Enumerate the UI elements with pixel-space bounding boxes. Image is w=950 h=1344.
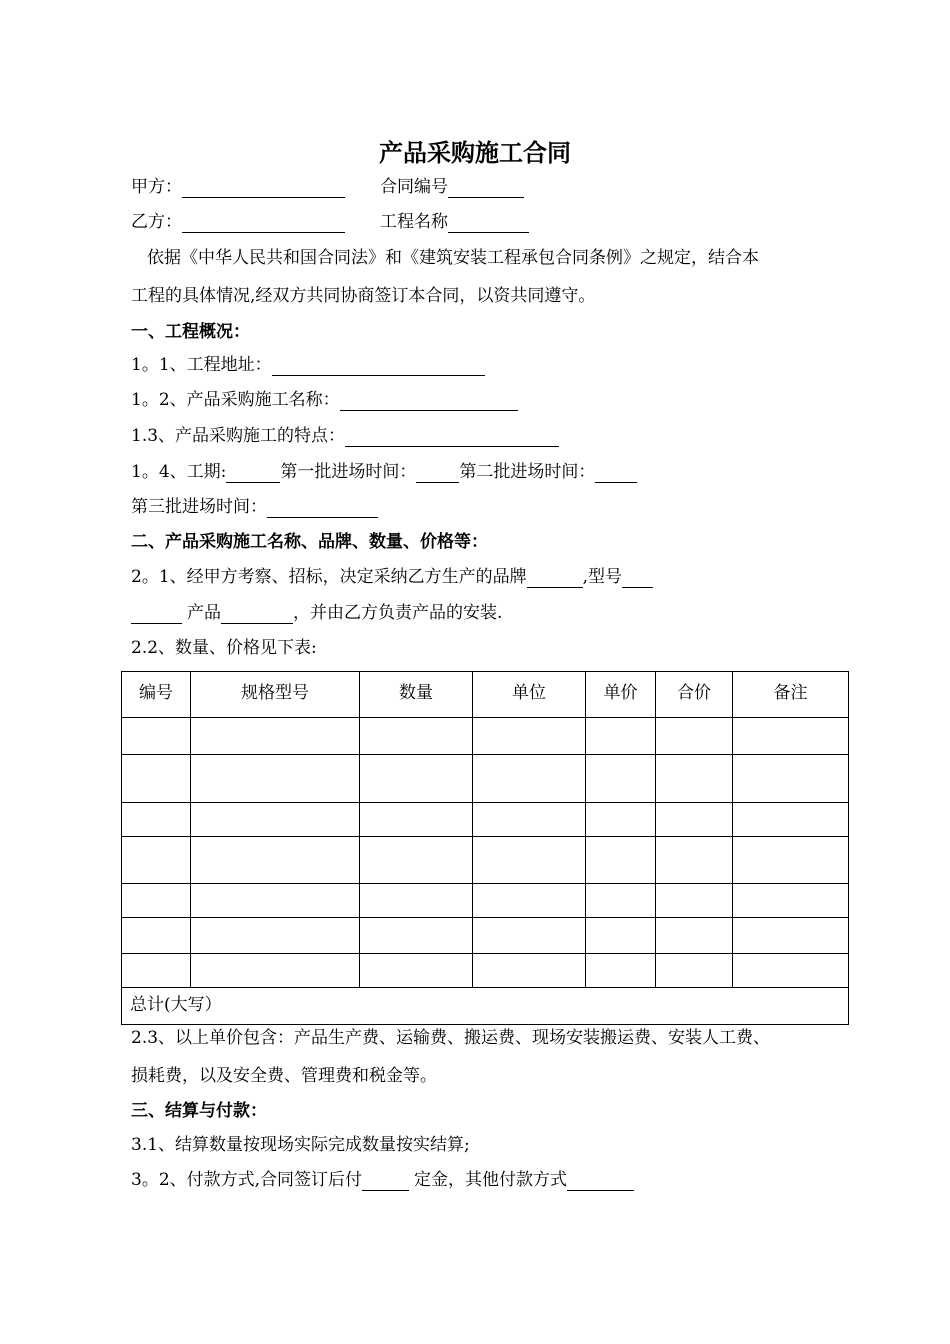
table-cell[interactable] bbox=[656, 837, 733, 884]
other-payment-label: 定金，其他付款方式 bbox=[414, 1170, 568, 1190]
table-row bbox=[122, 718, 849, 755]
first-batch-blank bbox=[416, 464, 459, 483]
col-header-no: 编号 bbox=[122, 672, 191, 718]
table-cell[interactable] bbox=[360, 884, 473, 918]
col-header-unit: 单位 bbox=[473, 672, 586, 718]
third-batch-row bbox=[131, 496, 378, 518]
deposit-blank bbox=[362, 1172, 409, 1191]
col-header-spec: 规格型号 bbox=[191, 672, 360, 718]
table-cell[interactable] bbox=[473, 954, 586, 988]
third-batch-blank bbox=[267, 499, 378, 518]
item-1-3 bbox=[131, 425, 559, 447]
preamble-line-1: 依据《中华人民共和国合同法》和《建筑安装工程承包合同条例》之规定，结合本 bbox=[147, 248, 759, 268]
item-1-1-label: 1。1、工程地址： bbox=[131, 355, 272, 375]
item-2-3-line-1: 2.3、以上单价包含：产品生产费、运输费、搬运费、现场安装搬运费、安装人工费、 bbox=[131, 1028, 771, 1048]
table-cell[interactable] bbox=[733, 884, 849, 918]
table-total-row bbox=[122, 988, 849, 1025]
item-1-1 bbox=[131, 354, 485, 376]
preamble-line-2: 工程的具体情况,经双方共同协商签订本合同，以资共同遵守。 bbox=[131, 286, 596, 306]
product-label: 产品 bbox=[187, 603, 221, 623]
table-cell[interactable] bbox=[122, 954, 191, 988]
table-cell[interactable] bbox=[586, 837, 656, 884]
table-cell[interactable] bbox=[586, 918, 656, 954]
item-1-3-label: 1.3、产品采购施工的特点： bbox=[131, 426, 346, 446]
table-row bbox=[122, 837, 849, 884]
table-cell[interactable] bbox=[586, 954, 656, 988]
table-cell[interactable] bbox=[473, 803, 586, 837]
table-cell[interactable] bbox=[360, 803, 473, 837]
table-cell[interactable] bbox=[656, 918, 733, 954]
item-2-3-line-2: 损耗费，以及安全费、管理费和税金等。 bbox=[131, 1066, 437, 1086]
table-cell[interactable] bbox=[586, 755, 656, 803]
product-blank bbox=[221, 605, 293, 624]
table-cell[interactable] bbox=[733, 954, 849, 988]
table-cell[interactable] bbox=[586, 803, 656, 837]
table-cell[interactable] bbox=[360, 837, 473, 884]
table-cell[interactable] bbox=[733, 718, 849, 755]
price-table bbox=[121, 671, 849, 1025]
features-blank bbox=[345, 428, 559, 447]
table-cell[interactable] bbox=[586, 884, 656, 918]
table-row bbox=[122, 918, 849, 954]
model-blank bbox=[622, 569, 653, 588]
section2-heading: 二、产品采购施工名称、品牌、数量、价格等： bbox=[131, 532, 488, 552]
contract-no-label: 合同编号 bbox=[380, 177, 448, 197]
table-cell[interactable] bbox=[191, 837, 360, 884]
period-label: 1。4、工期: bbox=[131, 462, 227, 482]
item-1-2 bbox=[131, 389, 518, 411]
col-header-unit-price: 单价 bbox=[586, 672, 656, 718]
party-a-row bbox=[131, 176, 524, 198]
table-cell[interactable] bbox=[473, 884, 586, 918]
install-text: ，并由乙方负责产品的安装. bbox=[293, 603, 503, 623]
table-cell[interactable] bbox=[122, 755, 191, 803]
item-2-1-label: 2。1、经甲方考察、招标，决定采纳乙方生产的品牌 bbox=[131, 567, 527, 587]
table-cell[interactable] bbox=[733, 755, 849, 803]
project-name-blank bbox=[448, 214, 529, 233]
item-3-1: 3.1、结算数量按现场实际完成数量按实结算; bbox=[131, 1135, 470, 1155]
table-cell[interactable] bbox=[122, 837, 191, 884]
table-cell[interactable] bbox=[191, 803, 360, 837]
table-row bbox=[122, 954, 849, 988]
period-blank bbox=[226, 464, 280, 483]
table-cell[interactable] bbox=[733, 837, 849, 884]
project-name-label: 工程名称 bbox=[380, 212, 448, 232]
table-cell[interactable] bbox=[191, 718, 360, 755]
table-cell[interactable] bbox=[122, 918, 191, 954]
table-header-row bbox=[122, 672, 849, 718]
table-cell[interactable] bbox=[473, 755, 586, 803]
table-cell[interactable] bbox=[191, 755, 360, 803]
item-3-2 bbox=[131, 1169, 634, 1191]
address-blank bbox=[272, 357, 485, 376]
first-batch-label: 第一批进场时间： bbox=[280, 462, 417, 482]
name-blank bbox=[340, 392, 518, 411]
table-cell[interactable] bbox=[473, 918, 586, 954]
table-cell[interactable] bbox=[122, 803, 191, 837]
table-cell[interactable] bbox=[586, 718, 656, 755]
item-1-2-label: 1。2、产品采购施工名称： bbox=[131, 390, 340, 410]
table-cell[interactable] bbox=[656, 755, 733, 803]
model-label: ,型号 bbox=[582, 567, 623, 587]
item-1-4 bbox=[131, 461, 637, 483]
table-cell[interactable] bbox=[656, 803, 733, 837]
model-blank-cont bbox=[131, 605, 182, 624]
section3-heading: 三、结算与付款： bbox=[131, 1101, 267, 1121]
table-cell[interactable] bbox=[656, 718, 733, 755]
table-cell[interactable] bbox=[360, 718, 473, 755]
party-b-blank bbox=[182, 214, 345, 233]
table-cell[interactable] bbox=[122, 718, 191, 755]
brand-blank bbox=[527, 569, 583, 588]
table-cell[interactable] bbox=[473, 837, 586, 884]
other-payment-blank bbox=[567, 1172, 634, 1191]
table-cell[interactable] bbox=[656, 954, 733, 988]
item-3-2-label: 3。2、付款方式,合同签订后付 bbox=[131, 1170, 363, 1190]
table-cell[interactable] bbox=[191, 954, 360, 988]
table-cell[interactable] bbox=[473, 718, 586, 755]
contract-no-blank bbox=[448, 179, 524, 198]
second-batch-blank bbox=[595, 464, 637, 483]
party-b-row bbox=[131, 211, 529, 233]
party-b-label: 乙方： bbox=[131, 212, 182, 232]
col-header-qty: 数量 bbox=[360, 672, 473, 718]
table-row bbox=[122, 803, 849, 837]
col-header-remarks: 备注 bbox=[733, 672, 849, 718]
table-cell[interactable] bbox=[191, 884, 360, 918]
table-row bbox=[122, 755, 849, 803]
table-cell[interactable] bbox=[656, 884, 733, 918]
item-2-2: 2.2、数量、价格见下表: bbox=[131, 638, 317, 658]
table-cell[interactable] bbox=[733, 918, 849, 954]
table-row bbox=[122, 884, 849, 918]
table-cell[interactable] bbox=[122, 884, 191, 918]
party-a-blank bbox=[182, 179, 345, 198]
item-2-1-cont bbox=[131, 602, 502, 624]
party-a-label: 甲方： bbox=[131, 177, 182, 197]
second-batch-label: 第二批进场时间： bbox=[459, 462, 596, 482]
table-cell[interactable] bbox=[360, 918, 473, 954]
table-cell[interactable] bbox=[733, 803, 849, 837]
total-label[interactable]: 总计(大写） bbox=[122, 988, 849, 1025]
table-cell[interactable] bbox=[191, 918, 360, 954]
document-title: 产品采购施工合同 bbox=[379, 138, 571, 167]
item-2-1 bbox=[131, 566, 653, 588]
table-cell[interactable] bbox=[360, 954, 473, 988]
col-header-total-price: 合价 bbox=[656, 672, 733, 718]
section1-heading: 一、工程概况： bbox=[131, 322, 250, 342]
third-batch-label: 第三批进场时间： bbox=[131, 497, 267, 517]
table-cell[interactable] bbox=[360, 755, 473, 803]
